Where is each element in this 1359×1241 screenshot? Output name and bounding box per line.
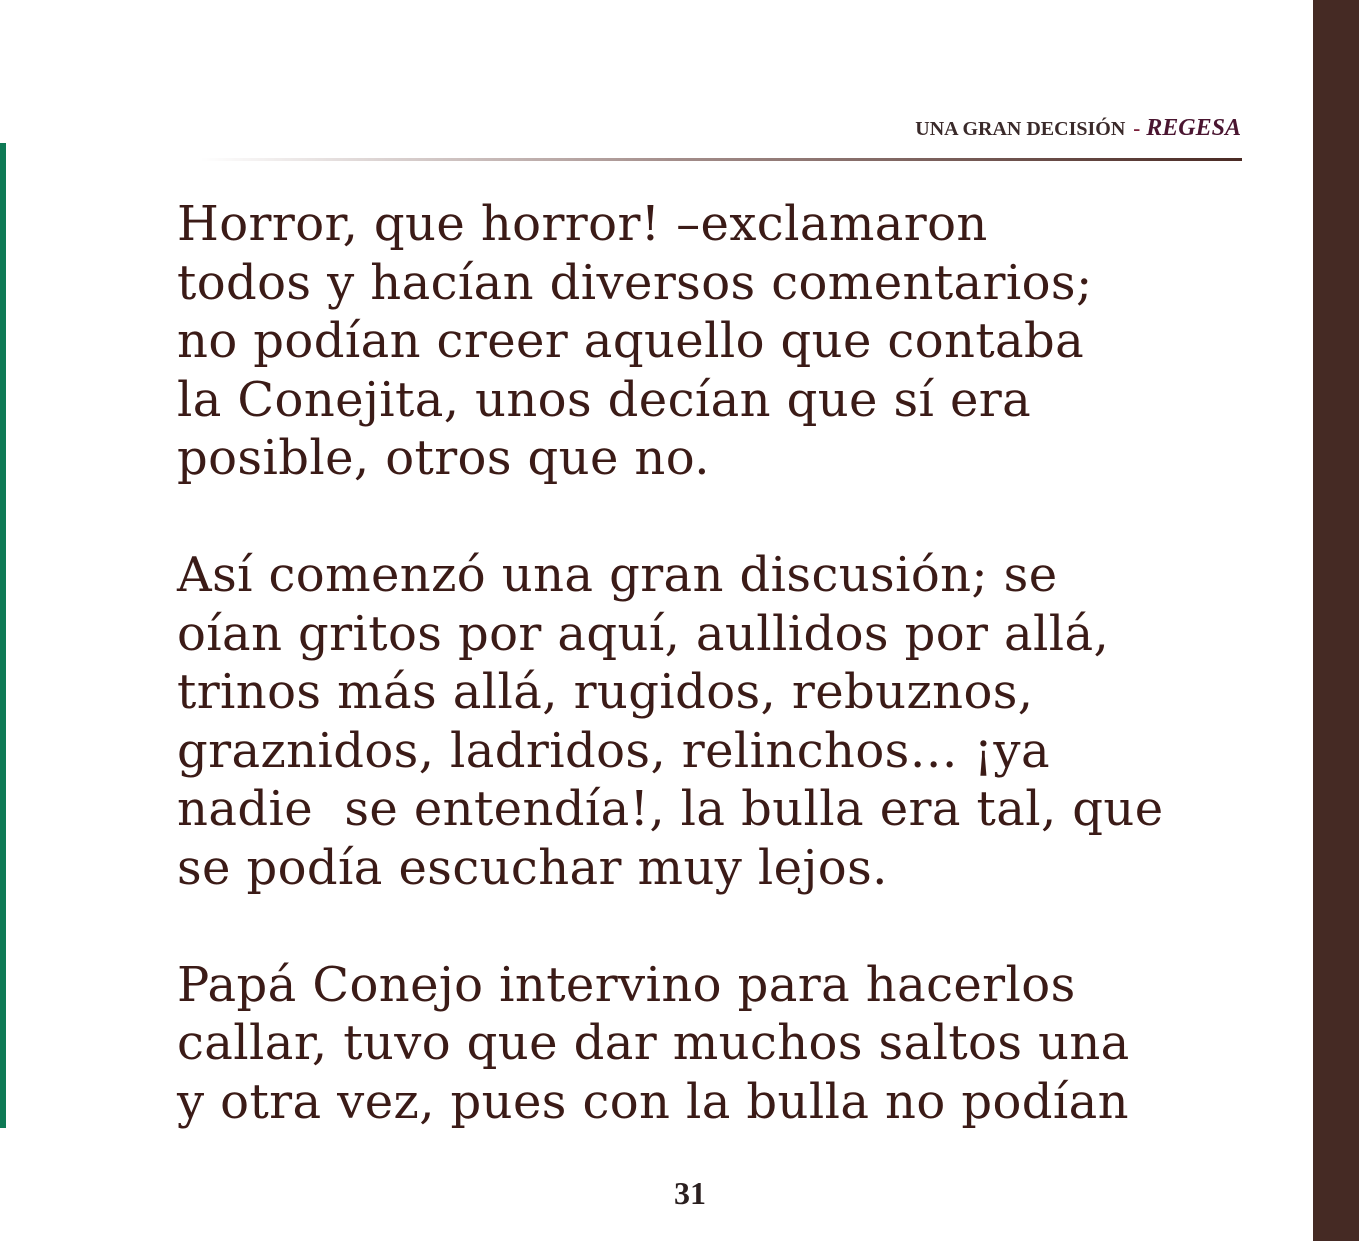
header-brand: REGESA [1146,115,1241,141]
text-line: posible, otros que no. [177,430,710,486]
right-page-edge-band [1313,0,1359,1241]
paragraph-3 [177,956,1277,1132]
paragraph-2 [177,546,1277,897]
text-line: trinos más allá, rugidos, rebuznos, [177,664,1034,720]
text-line: callar, tuvo que dar muchos saltos una [177,1015,1130,1071]
header-rule [200,158,1242,161]
running-header [915,115,1241,142]
text-line: se podía escuchar muy lejos. [177,839,888,896]
text-line: Así comenzó una gran discusión; se [177,547,1058,603]
text-line: todos y hacían diversos comentarios; [177,254,1093,311]
text-line: nadie se entendía!, la bulla era tal, que [177,781,1164,837]
paragraph-1 [177,195,1277,488]
header-separator: - [1133,116,1141,140]
text-line: oían gritos por aquí, aullidos por allá, [177,605,1110,662]
text-line: Papá Conejo intervino para hacerlos [177,956,1076,1013]
text-line: la Conejita, unos decían que sí era [177,371,1032,428]
text-line: y otra vez, pues con la bulla no podían [177,1073,1129,1130]
text-line: no podían creer aquello que contaba [177,313,1085,369]
story-text [177,195,1277,1190]
left-margin-stripe [0,143,6,1128]
header-book-title: UNA GRAN DECISIÓN [915,118,1126,140]
page-number: 31 [674,1175,706,1211]
text-line: Horror, que horror! –exclamaron [177,196,988,252]
text-line: graznidos, ladridos, relinchos… ¡ya [177,722,1050,779]
